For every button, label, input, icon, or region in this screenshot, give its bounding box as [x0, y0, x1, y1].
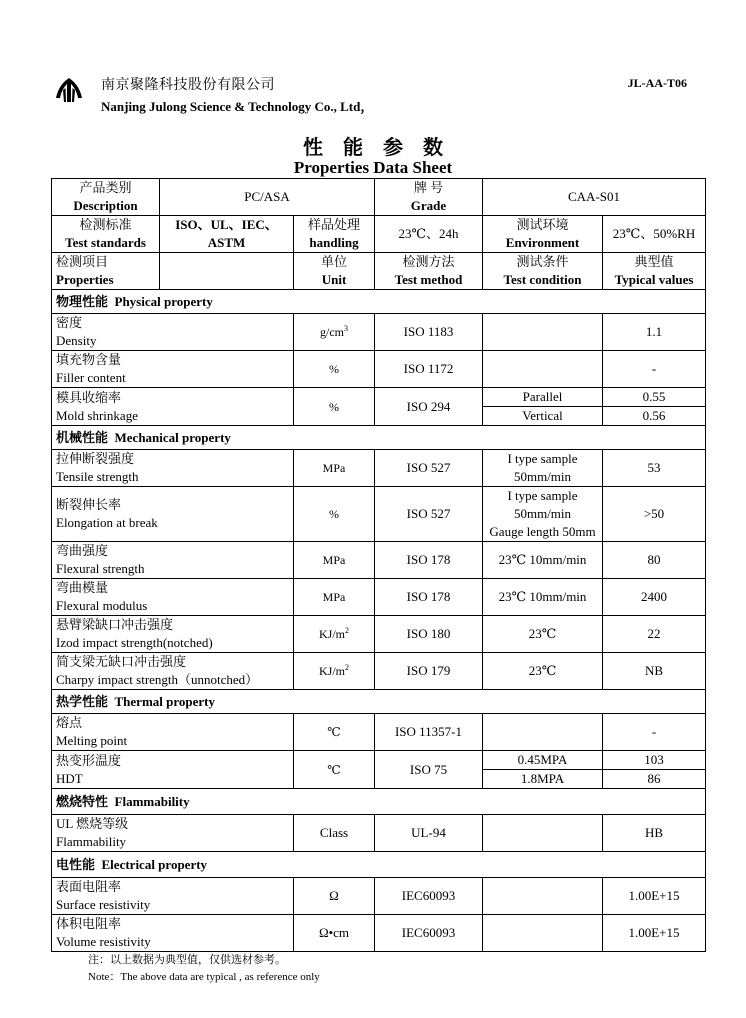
table-row: 断裂伸长率 Elongation at break % ISO 527 I type sample 50mm/min Gauge length 50mm >50 [52, 487, 706, 542]
title-en: Properties Data Sheet [293, 158, 453, 177]
section-thermal: 热学性能 Thermal property [52, 690, 706, 714]
section-flammability: 燃烧特性 Flammability [52, 789, 706, 815]
julong-logo-icon [55, 76, 83, 104]
table-row: 热变形温度 HDT ℃ ISO 75 0.45MPA 103 [52, 751, 706, 770]
table-row: 模具收缩率 Mold shrinkage % ISO 294 Parallel 0.55 [52, 388, 706, 407]
table-row: 弯曲模量 Flexural modulus MPa ISO 178 23℃ 10mm/min 2400 [52, 579, 706, 616]
table-row: 体积电阻率 Volume resistivity Ω•cm IEC60093 1.00E+15 [52, 915, 706, 952]
document-header [55, 72, 695, 116]
table-row: 1.8MPA 86 [52, 770, 706, 789]
properties-table [51, 178, 706, 952]
table-row: 填充物含量 Filler content % ISO 1172 - [52, 351, 706, 388]
section-physical: 物理性能 Physical property [52, 290, 706, 314]
section-electrical: 电性能 Electrical property [52, 852, 706, 878]
handling-value: 23℃、24h [375, 216, 483, 253]
table-row: 简支梁无缺口冲击强度 Charpy impact strength（unnotched） $KJ/m^2$ ISO 179 23℃ NB [52, 653, 706, 690]
title-cn: 性能参数 [303, 137, 463, 159]
environment-value: 23℃、50%RH [603, 216, 706, 253]
section-mechanical: 机械性能 Mechanical property [52, 426, 706, 450]
company-name-cn: 南京聚隆科技股份有限公司 [101, 78, 275, 93]
table-row: 拉伸断裂强度 Tensile strength MPa ISO 527 I type sample 50mm/min 53 [52, 450, 706, 487]
table-row: 弯曲强度 Flexural strength MPa ISO 178 23℃ 10mm/min 80 [52, 542, 706, 579]
table-row: 悬臂梁缺口冲击强度 Izod impact strength(notched) $KJ/m^2$ ISO 180 23℃ 22 [52, 616, 706, 653]
note-cn: 注：以上数据为典型值，仅供选材参考。 [88, 954, 286, 966]
table-row: UL 燃烧等级 Flammability Class UL-94 HB [52, 815, 706, 852]
standards-value: ISO、UL、IEC、ASTM [160, 216, 294, 253]
info-row-description: 产品类别 Description PC/ASA 牌 号 Grade CAA-S01 [52, 179, 706, 216]
description-value: PC/ASA [160, 179, 375, 216]
info-row-standards: 检测标准 Test standards ISO、UL、IEC、ASTM 样品处理 handling 23℃、24h 测试环境 Environment 23℃、50%RH [52, 216, 706, 253]
note-en: Note：The above data are typical , as reference only [88, 971, 320, 983]
table-row: 表面电阻率 Surface resistivity Ω IEC60093 1.00E+15 [52, 878, 706, 915]
company-name-en: Nanjing Julong Science & Technology Co., Ltd， [101, 99, 374, 114]
table-row: 密度 Density $g/cm^3$ ISO 1183 1.1 [52, 314, 706, 351]
grade-value: CAA-S01 [483, 179, 706, 216]
table-row: 熔点 Melting point ℃ ISO 11357-1 - [52, 714, 706, 751]
table-row: Vertical 0.56 [52, 407, 706, 426]
document-code: JL-AA-T06 [627, 76, 687, 90]
column-header-row: 检测项目 Properties 单位 Unit 检测方法 Test method 测试条件 Test condition 典型值 Typical values [52, 253, 706, 290]
